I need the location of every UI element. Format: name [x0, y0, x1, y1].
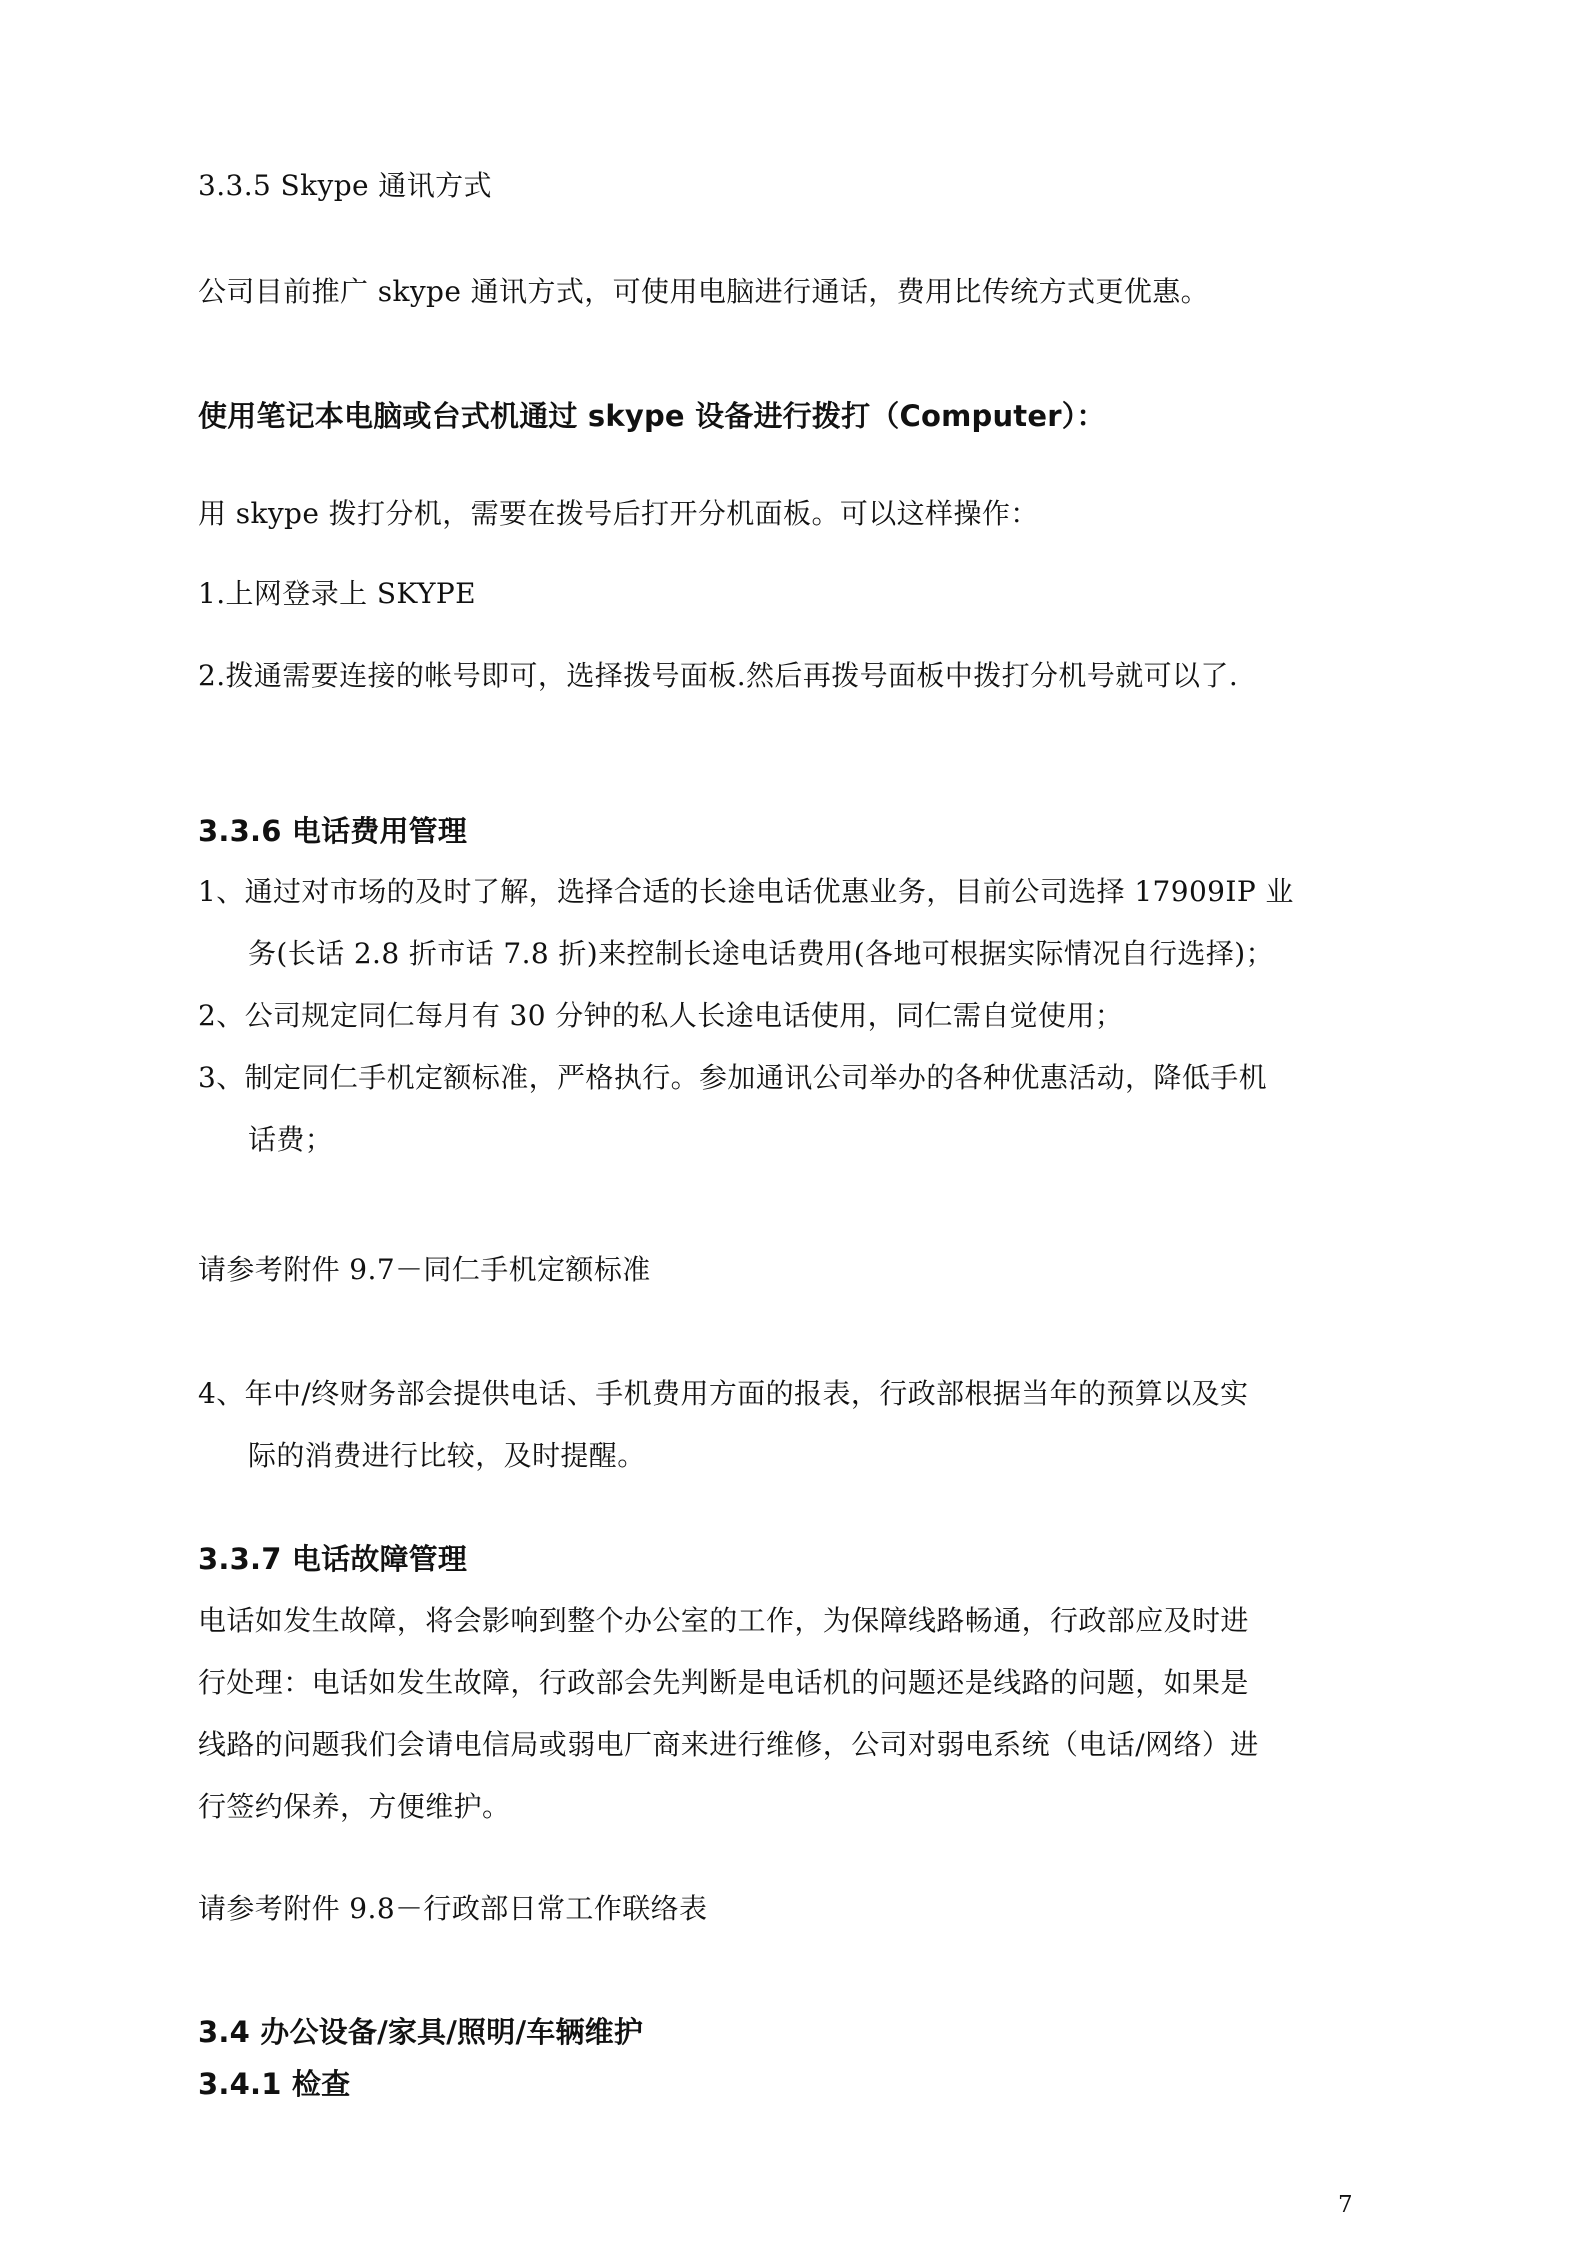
phone-cost-item-4-line-2: 际的消费进行比较，及时提醒。 — [248, 1439, 646, 1472]
skype-step-1: 1.上网登录上 SKYPE — [198, 577, 476, 610]
fault-management-paragraph-line-3: 线路的问题我们会请电信局或弱电厂商来进行维修，公司对弱电系统（电话/网络）进 — [198, 1728, 1259, 1761]
phone-cost-item-3-line-1: 3、制定同仁手机定额标准，严格执行。参加通讯公司举办的各种优惠活动，降低手机 — [198, 1061, 1268, 1094]
skype-intro-paragraph: 公司目前推广 skype 通讯方式，可使用电脑进行通话，费用比传统方式更优惠。 — [198, 275, 1210, 308]
mobile-quota-reference: 请参考附件 9.7－同仁手机定额标准 — [198, 1253, 651, 1286]
section-3-3-7-heading: 3.3.7 电话故障管理 — [198, 1542, 468, 1576]
phone-cost-item-2: 2、公司规定同仁每月有 30 分钟的私人长途电话使用，同仁需自觉使用； — [198, 999, 1124, 1032]
fault-management-paragraph-line-4: 行签约保养，方便维护。 — [198, 1790, 511, 1823]
page-number: 7 — [1338, 2192, 1353, 2218]
section-3-3-6-heading: 3.3.6 电话费用管理 — [198, 814, 468, 848]
phone-cost-item-4-line-1: 4、年中/终财务部会提供电话、手机费用方面的报表，行政部根据当年的预算以及实 — [198, 1377, 1249, 1410]
admin-contact-reference: 请参考附件 9.8－行政部日常工作联络表 — [198, 1892, 708, 1925]
phone-cost-item-3-line-2: 话费； — [248, 1123, 334, 1156]
skype-extension-instruction: 用 skype 拨打分机，需要在拨号后打开分机面板。可以这样操作： — [198, 497, 1039, 530]
phone-cost-item-1-line-1: 1、通过对市场的及时了解，选择合适的长途电话优惠业务，目前公司选择 17909IP 业 — [198, 875, 1294, 908]
skype-step-2: 2.拨通需要连接的帐号即可，选择拨号面板.然后再拨号面板中拨打分机号就可以了. — [198, 659, 1239, 692]
section-3-3-5-heading: 3.3.5 Skype 通讯方式 — [198, 169, 492, 202]
section-3-4-1-heading: 3.4.1 检查 — [198, 2067, 351, 2101]
skype-computer-subheading: 使用笔记本电脑或台式机通过 skype 设备进行拨打（Computer）： — [198, 399, 1106, 433]
fault-management-paragraph-line-1: 电话如发生故障，将会影响到整个办公室的工作，为保障线路畅通，行政部应及时进 — [198, 1604, 1249, 1637]
phone-cost-item-1-line-2: 务(长话 2.8 折市话 7.8 折)来控制长途电话费用(各地可根据实际情况自行选择)； — [248, 937, 1274, 970]
fault-management-paragraph-line-2: 行处理：电话如发生故障，行政部会先判断是电话机的问题还是线路的问题，如果是 — [198, 1666, 1249, 1699]
section-3-4-heading: 3.4 办公设备/家具/照明/车辆维护 — [198, 2015, 644, 2049]
